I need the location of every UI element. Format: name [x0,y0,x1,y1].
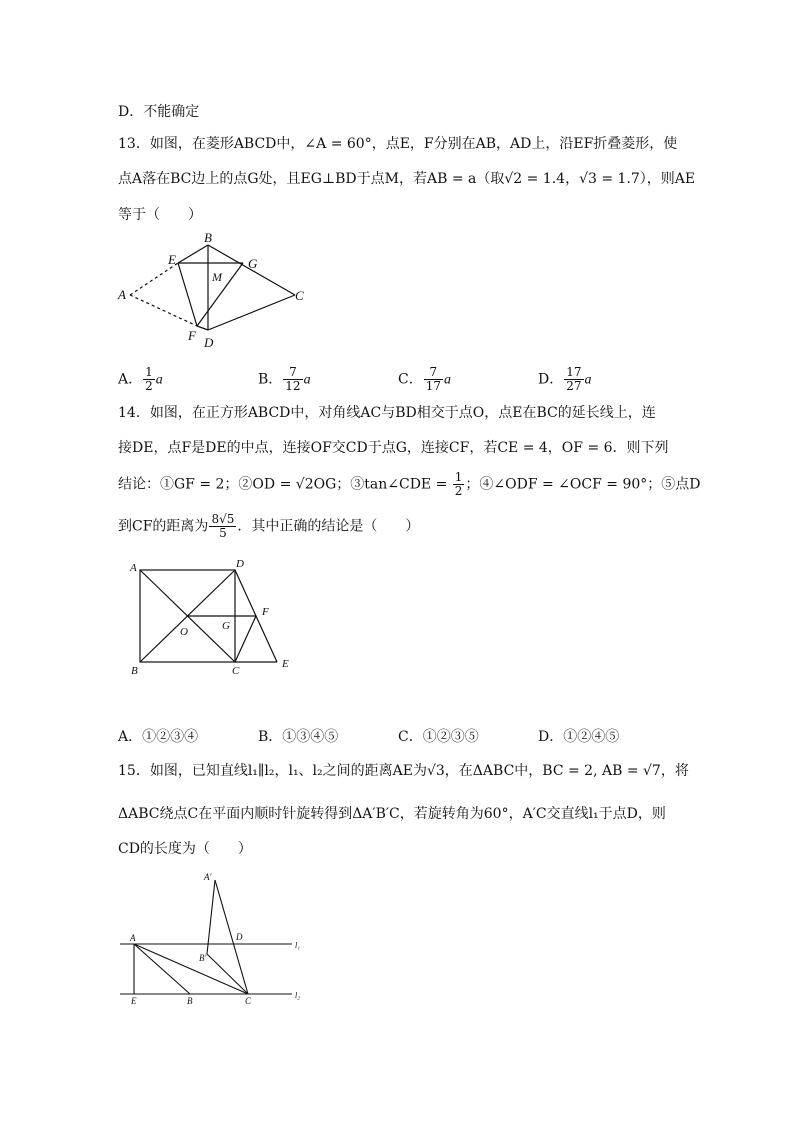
q12-option-d: D．不能确定 [118,104,200,120]
q15-text-line3: CD的长度为（ ） [118,841,252,857]
label-l2: l₂ [295,991,301,1000]
q14-text-line4 [118,513,419,540]
option-letter: B． [258,371,283,388]
q14-line4-a: 到CF的距离为 [118,518,209,535]
label-C: C [245,996,252,1006]
label-D: D [236,558,244,570]
numerator: 7 [424,366,443,380]
q13-text-line1: 13．如图，在菱形ABCD中，∠A = 60°，点E，F分别在AB，AD上，沿EF折叠菱形，使 [118,136,678,152]
label-F: F [188,328,196,343]
label-O: O [180,626,188,638]
edge-CD [208,295,295,330]
numerator: 1 [454,470,463,484]
label-M: M [212,270,222,284]
label-D: D [204,335,214,350]
option-letter: D． [538,729,564,745]
option-text: ①②④⑤ [563,729,620,745]
dashed-AE [130,263,178,295]
q15-text-line1: 15．如图，已知直线l₁∥l₂，l₁、l₂之间的距离AE为√3，在ΔABC中，BC = 2, AB = √7，将 [118,763,689,779]
q14-option-a[interactable] [118,727,198,747]
denominator: 17 [425,379,441,393]
q14-line4-b: ．其中正确的结论是（ ） [237,518,420,535]
label-B: B [204,233,212,245]
option-variable: a [584,372,592,388]
numerator: 17 [566,365,582,379]
option-letter: C． [398,729,423,745]
q13-text-line3: 等于（ ） [118,207,202,223]
q13-rhombus-figure [112,233,312,353]
denominator: 2 [145,379,153,393]
q14-conclusions-a: 结论：①GF = 2；②OD = √2OG；③tan∠CDE = [118,476,452,493]
label-E: E [282,658,289,670]
q14-option-b[interactable] [258,727,338,747]
q14-text-line1: 14．如图，在正方形ABCD中，对角线AC与BD相交于点O，点E在BC的延长线上，连 [118,405,656,421]
label-C: C [295,288,304,303]
numerator: 7 [283,366,302,380]
denominator: 27 [566,379,582,393]
dashed-AF [130,295,197,326]
denominator: 12 [285,379,301,393]
option-letter: C． [398,371,423,388]
option-variable: a [155,372,163,388]
option-variable: a [444,372,451,388]
label-B: B [187,996,193,1006]
q13-option-d[interactable] [538,366,592,393]
q15-rotation-figure [120,868,310,1008]
segment-A1B1 [207,880,215,954]
fold-line-EF [178,263,197,326]
option-letter: B． [258,729,283,745]
segment-AC [134,944,248,994]
option-letter: D． [538,371,564,388]
q14-text-line3 [118,471,701,498]
denominator: 2 [454,484,463,498]
segment-FD [197,326,208,330]
label-E: E [168,252,176,267]
q14-option-d[interactable] [538,727,619,747]
segment-AB [134,944,190,994]
label-C: C [232,665,240,677]
q13-option-a[interactable] [118,366,163,393]
label-A: A [130,933,136,943]
q14-conclusions-b: ；④∠ODF = ∠OCF = 90°；⑤点D [465,476,701,493]
q13-text-line2: 点A落在BC边上的点G处，且EG⊥BD于点M，若AB = a（取√2 = 1.4，√3 = 1.7），则AE [118,171,696,187]
label-B-prime: B′ [199,953,207,963]
edge-EB [178,245,208,263]
q14-square-figure [122,556,312,678]
numerator: 1 [145,365,153,379]
label-A-prime: A′ [204,872,212,882]
label-D: D [236,932,243,942]
q14-text-line2: 接DE，点F是DE的中点，连接OF交CD于点G，连接CF，若CE = 4，OF = 6．则下列 [118,440,669,456]
q13-option-b[interactable] [258,366,311,393]
label-G: G [222,620,230,632]
segment-A1C [215,880,248,994]
label-F: F [262,606,269,618]
option-text: ①③④⑤ [282,729,339,745]
label-A: A [118,287,126,302]
label-G: G [248,256,258,271]
denominator: 5 [219,526,227,540]
label-E: E [131,996,137,1006]
segment-CF [235,616,256,662]
label-l1: l₁ [295,941,301,950]
q15-text-line2: ΔABC绕点C在平面内顺时针旋转得到ΔA′B′C，若旋转角为60°，A′C交直线l₁于点D，则 [118,806,666,822]
label-B: B [131,665,138,677]
label-A: A [130,562,137,574]
option-letter: A． [118,371,143,388]
option-text: ①②③④ [142,729,199,745]
option-variable: a [303,372,311,388]
q14-option-c[interactable] [398,727,479,747]
numerator: 8√5 [211,512,235,526]
q13-option-c[interactable] [398,366,451,393]
option-letter: A． [118,729,143,745]
option-text: ①②③⑤ [422,729,479,745]
